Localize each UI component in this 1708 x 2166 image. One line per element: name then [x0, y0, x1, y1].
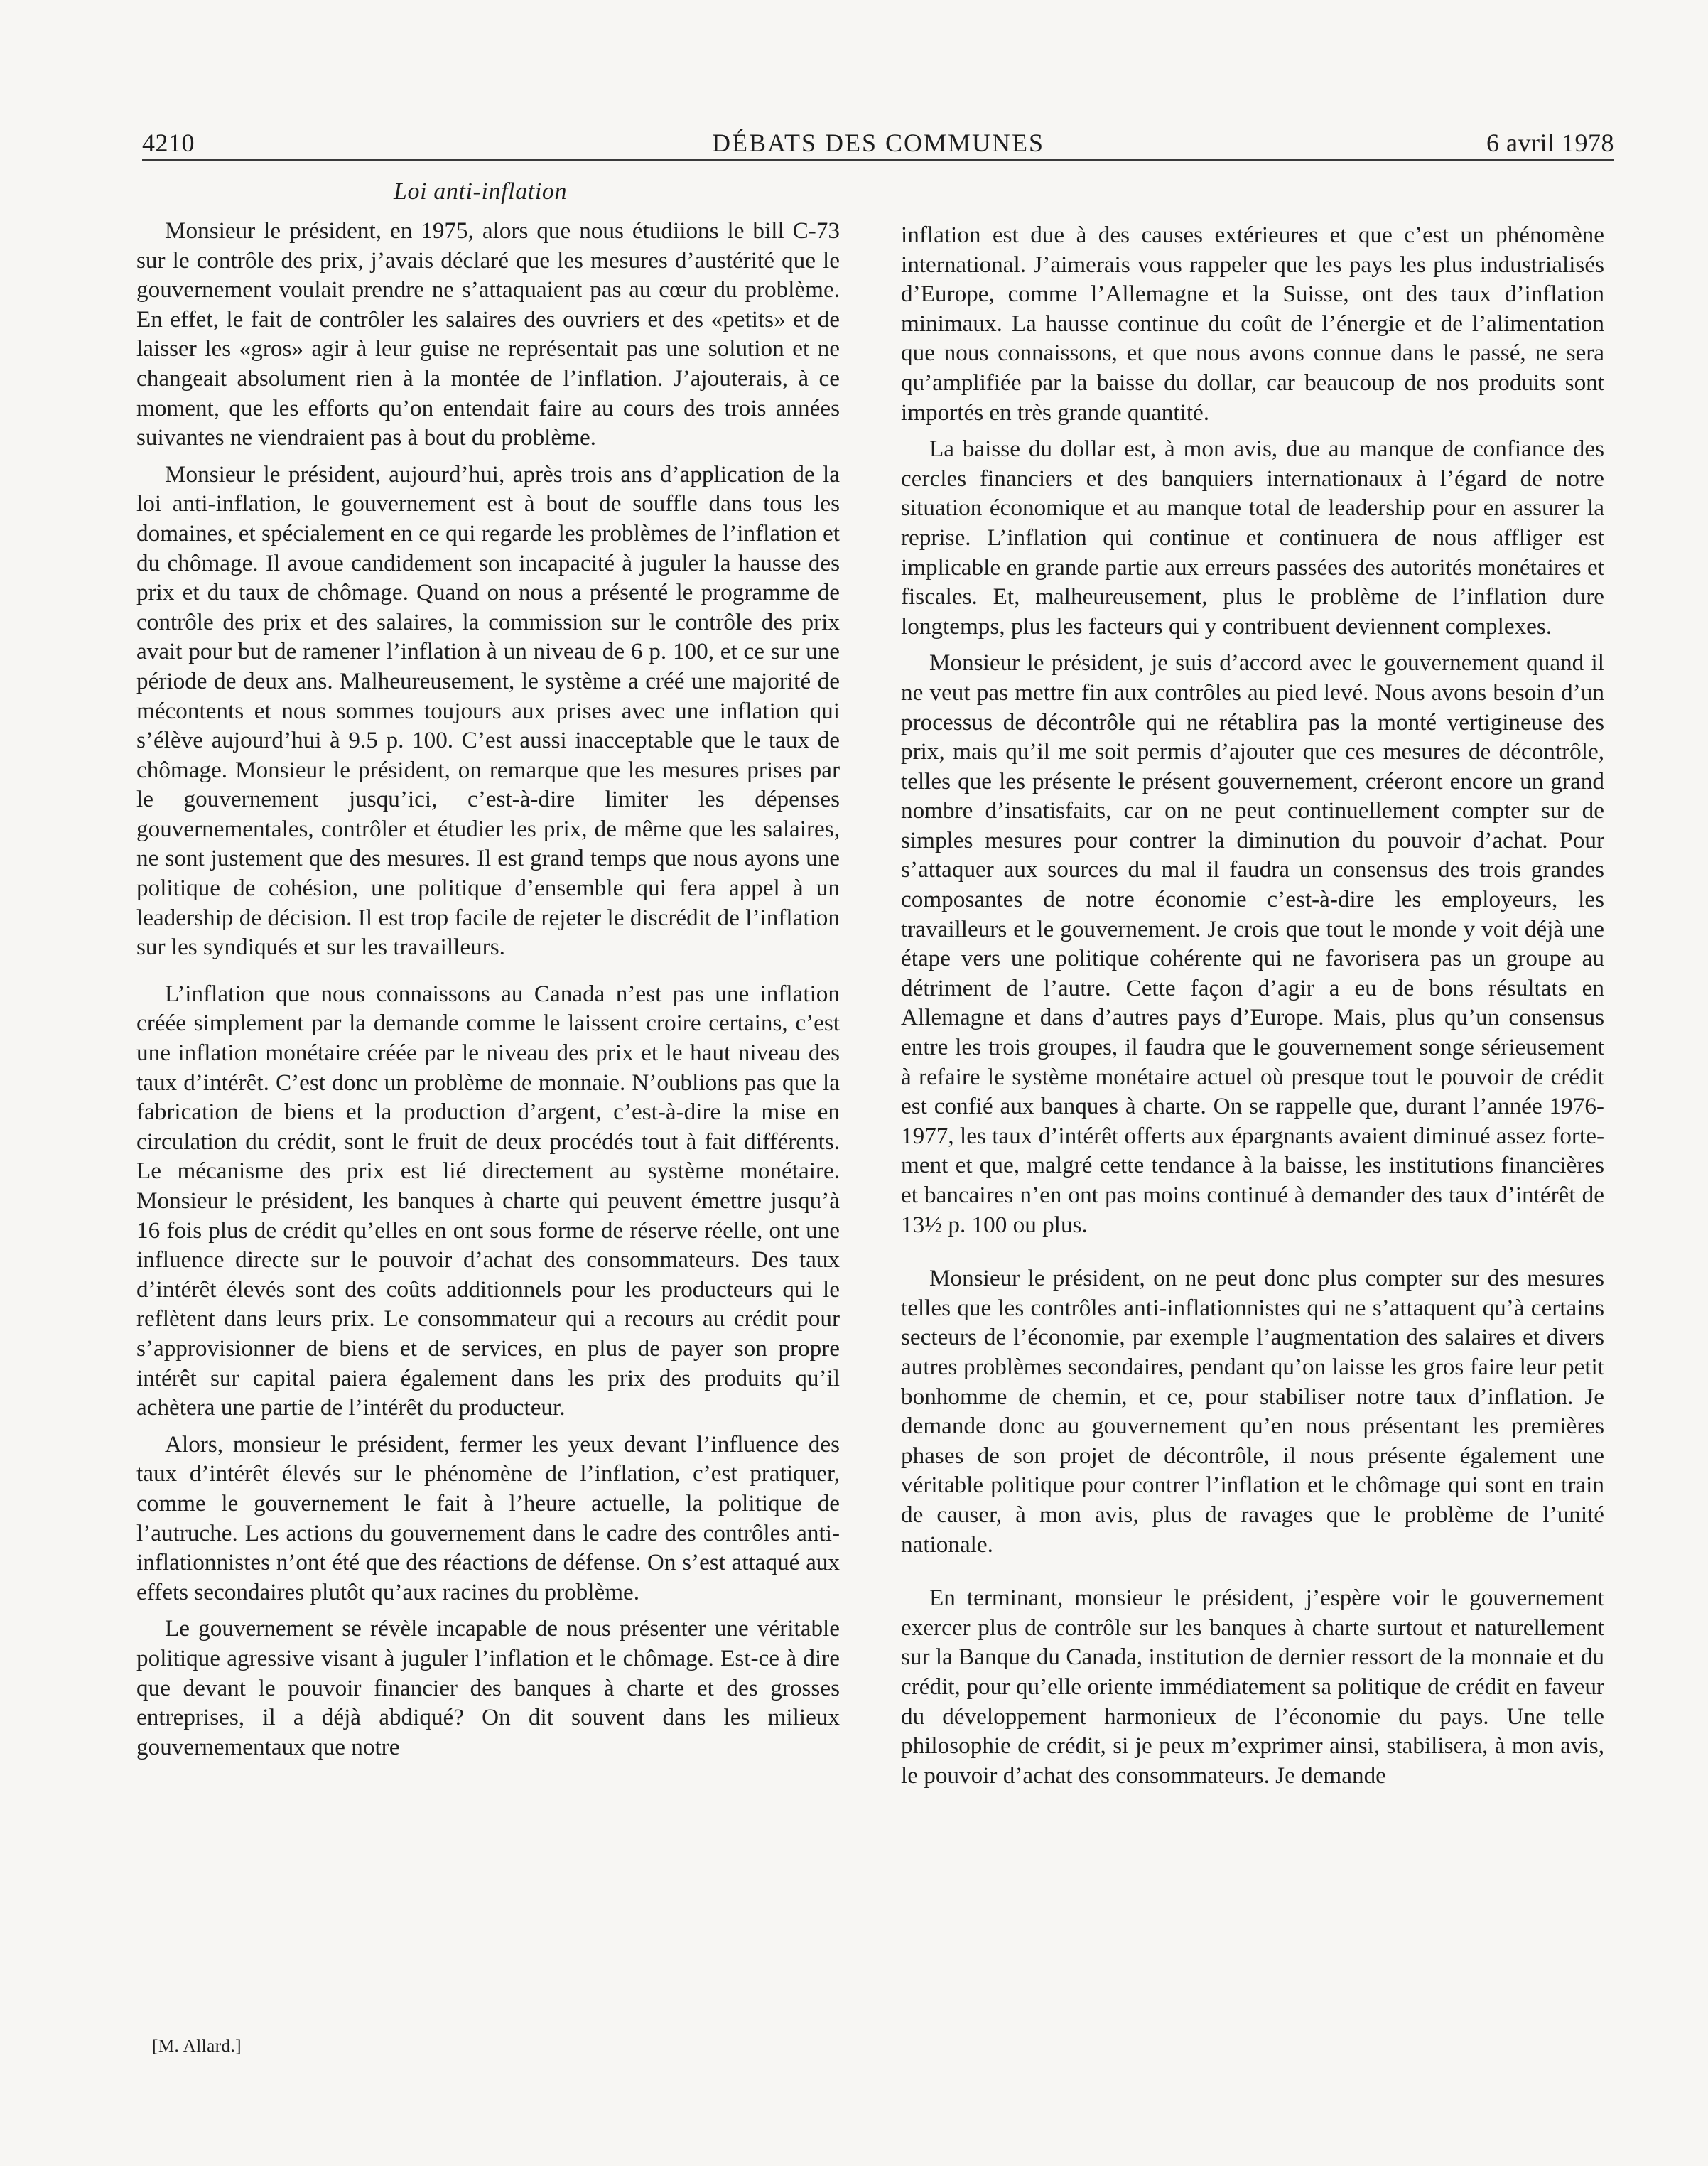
page-date: 6 avril 1978 [1486, 129, 1614, 157]
right-column [901, 220, 1604, 1790]
paragraph: En terminant, monsieur le président, j’espère voir le gouvernement exercer plus de contrôle sur les banques à charte surtout et naturellement sur la Banque du Canada, institution de dernier ressort de la monnaie et du crédit, pour qu’elle oriente immédiatement sa politique de crédit en faveur du développement harmonieux de l’économie du pays. Une telle philosophie de crédit, si je peux m’exprimer ainsi, stabilisera, à mon avis, le pouvoir d’achat des consommateurs. Je demande [901, 1585, 1604, 1789]
section-title: Loi anti-inflation [394, 178, 568, 205]
paragraph-continuation: inflation est due à des causes extérieures et que c’est un phénomène international. J’aimerais vous rappeler que les pays les plus industrialisés d’Europe, comme l’Allemagne et la Suisse, ont des taux d’inflation minimaux. La hausse continue du coût de l’énergie et de l’alimentation que nous connaissons, et que nous avons connue dans le passé, ne sera qu’amplifiée par la baisse du dollar, car beaucoup de nos produits sont importés en très grande quantité. [901, 222, 1604, 426]
paragraph: Monsieur le président, aujourd’hui, après trois ans d’application de la loi anti-inflation, le gouvernement est à bout de souffle dans tous les domaines, et spécialement en ce qui regarde les problèmes de l’inflation et du chômage. Il avoue candidement son incapacité à juguler la hausse des prix et du taux de chômage. Quand on nous a présenté le programme de contrôle des prix et des salaires, la commission sur le contrôle des prix avait pour but de ramener l’inflation à un niveau de 6 p. 100, et ce sur une période de deux ans. Malheureusement, le système a créé une majorité de mécontents et nous sommes toujours aux prises avec une inflation qui s’élève aujourd’hui à 9.5 p. 100. C’est aussi inacceptable que le taux de chômage. Monsieur le président, on remarque que les mesures prises par le gouvernement jusqu’ici, c’est-à-dire limiter les dépenses gouvernementales, contrôler et étudier les prix, de même que les salaires, ne sont justement que des mesures. Il est grand temps que nous ayons une politique de cohésion, une politique d’ensemble qui fera appel à un leadership de décision. Il est trop facile de rejeter le discrédit de l’inflation sur les syndiqués et sur les travailleurs. [136, 460, 840, 961]
paragraph: Monsieur le président, on ne peut donc plus compter sur des mesures telles que les contrôles anti-inflationnistes qui ne s’attaquent qu’à certains secteurs de l’économie, par exemple l’augmentation des salaires et divers autres problèmes secondaires, pendant qu’on laisse les gros faire leur petit bonhomme de chemin, et ce, pour stabiliser notre taux d’inflation. Je demande donc au gouvernement qu’en nous présentant les premières phases de son projet de décontrôle, il nous présente également une véritable politique pour contrer l’inflation et le chômage qui sont en train de causer, à mon avis, plus de ravages que le problème de l’unité nationale. [901, 1265, 1604, 1558]
paragraph: Monsieur le président, en 1975, alors que nous étudiions le bill C-73 sur le contrôle des prix, j’avais déclaré que les mesures d’austérité que le gouvernement voulait prendre ne s’attaquaient pas au cœur du problème. En effet, le fait de contrôler les salaires des ouvriers et des «petits» et de laisser les «gros» agir à leur guise ne représentait pas une solution et ne changeait absolument rien à la montée de l’inflation. J’ajouterais, à ce moment, que les efforts qu’on entendait faire au cours des trois années suivantes ne viendraient pas à bout du problème. [136, 217, 840, 451]
publication-title: DÉBATS DES COMMUNES [711, 129, 1045, 157]
page-header [142, 122, 1614, 161]
left-column [136, 176, 840, 1762]
paragraph: Alors, monsieur le président, fermer les yeux devant l’influence des taux d’intérêt élevés sur le phénomène de l’inflation, c’est pratiquer, comme le gouvernement le fait à l’heure actuelle, la politique de l’autruche. Les actions du gouvernement dans le cadre des contrôles anti-inflationnistes n’ont été que des réactions de défense. On s’est attaqué aux effets secondaires plutôt qu’aux racines du problème. [136, 1430, 840, 1605]
paragraph: Le gouvernement se révèle incapable de nous présenter une véritable politique agressive visant à juguler l’inflation et le chômage. Est-ce à dire que devant le pouvoir financier des banques à charte et des grosses entreprises, il a déjà abdiqué? On dit souvent dans les milieux gouvernementaux que notre [136, 1615, 840, 1760]
page-number: 4210 [142, 129, 195, 157]
paragraph: L’inflation que nous connaissons au Canada n’est pas une inflation créée simplement par la demande comme le laissent croire certains, c’est une inflation monétaire créée par le niveau des prix et le haut niveau des taux d’intérêt. C’est donc un problème de monnaie. N’oublions pas que la fabrication de biens et la production d’argent, c’est-à-dire la mise en circulation du crédit, sont le fruit de deux procédés tout à fait différents. Le mécanisme des prix est lié directement au système monétaire. Monsieur le président, les banques à charte qui peuvent émettre jusqu’à 16 fois plus de crédit qu’elles en ont sous forme de réserve réelle, ont une influence directe sur le pouvoir d’achat des consommateurs. Des taux d’intérêt élevés sont des coûts additionnels pour les producteurs qui le reflètent dans leurs prix. Le consommateur qui a recours au crédit pour s’approvisionner de biens et de services, en plus de payer son propre intérêt sur capital paiera également dans les prix des produits qu’il achètera une partie de l’intérêt du producteur. [136, 980, 840, 1421]
paragraph: Monsieur le président, je suis d’accord avec le gouvernement quand il ne veut pas mettre fin aux contrôles au pied levé. Nous avons besoin d’un processus de décontrôle qui ne rétablira pas la monté vertigineuse des prix, mais qu’il me soit permis d’ajouter que ces mesures de décontrôle, telles que les présente le présent gouvernement, créeront encore un grand nombre d’insatisfaits, car on ne peut continuellement compter sur de simples mesures pour contrer la diminution du pouvoir d’achat. Pour s’attaquer aux sources du mal il faudra un consensus des trois grandes composantes de notre économie c’est-à-dire les employeurs, les travailleurs et le gouvernement. Je crois que tout le monde y voit déjà une étape vers une politique cohérente qui ne favorisera pas un groupe au détriment de l’autre. Cette façon d’agir a eu de bons résultats en Allemagne et dans d’autres pays d’Europe. Mais, plus qu’un consensus entre les trois groupes, il faudra que le gouvernement songe sérieusement à refaire le système monétaire actuel où presque tout le pouvoir de crédit est confié aux banques à charte. On se rappelle que, durant l’année 1976-1977, les taux d’intérêt offerts aux épargnants avaient diminué assez fortement et que, malgré cette tendance à la baisse, les institutions financières et bancaires n’en ont pas moins continué à demander des taux d’intérêt de 13½ p. 100 ou plus. [901, 650, 1604, 1238]
paragraph: La baisse du dollar est, à mon avis, due au manque de confiance des cercles financiers et des banquiers internationaux à l’égard de notre situation économique et au manque total de leadership pour en assurer la reprise. L’inflation qui continue et continuera de nous affliger est implicable en grande partie aux erreurs passées des autorités monétaires et fiscales. Et, malheureusement, plus le problème de l’inflation dure longtemps, plus les facteurs qui y contribuent deviennent complexes. [901, 436, 1604, 640]
speaker-note: [M. Allard.] [152, 2037, 242, 2056]
